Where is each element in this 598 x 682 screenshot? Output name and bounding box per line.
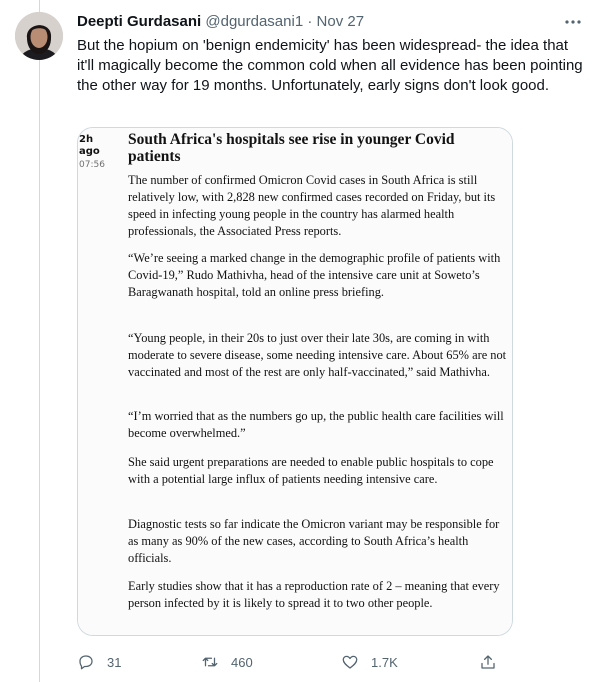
- author-name[interactable]: Deepti Gurdasani: [77, 13, 202, 30]
- article-paragraph: Diagnostic tests so far indicate the Omicron variant may be responsible for as many as 90% of the new cases, according to South Africa’s health officials.: [128, 517, 500, 565]
- time-ago: 2h ago: [79, 134, 100, 157]
- reply-count: 31: [107, 654, 122, 670]
- article-paragraph: “We’re seeing a marked change in the demographic profile of patients with Covid-19,” Rudo Mathivha, head of the intensive care unit at Soweto’s Baragwanath hospital, told an online press briefing.: [128, 251, 501, 299]
- like-button[interactable]: [341, 650, 398, 674]
- tweet-actions: [77, 650, 507, 674]
- article-paragraph: “Young people, in their 20s to just over their late 30s, are coming in with moderate to severe disease, some needing intensive care. About 65% are not vaccinated and most of the rest are only half-vaccinated,” said Mathivha.: [128, 331, 507, 379]
- avatar-photo: [15, 12, 63, 60]
- article-headline: South Africa's hospitals see rise in younger Covid patients: [128, 131, 455, 165]
- reply-button[interactable]: [77, 650, 121, 674]
- more-options-button[interactable]: [562, 12, 584, 32]
- article-paragraph: Early studies show that it has a reproduction rate of 2 – meaning that every person infected by it is likely to spread it to two other people.: [128, 579, 500, 610]
- retweet-button[interactable]: [201, 650, 253, 674]
- tweet-header: [77, 12, 588, 34]
- avatar[interactable]: [15, 12, 63, 60]
- tweet-date[interactable]: Nov 27: [316, 13, 365, 30]
- article-paragraph: “I’m worried that as the numbers go up, the public health care facilities will become overwhelmed.”: [128, 409, 504, 440]
- timestamp-block: [79, 134, 115, 172]
- article-paragraph: The number of confirmed Omicron Covid cases in South Africa is still relatively low, with 2,828 new confirmed cases recorded on Friday, but its speed in infecting young people in the country has alarmed health professionals, the Associated Press reports.: [128, 173, 496, 238]
- attached-image[interactable]: [77, 127, 513, 636]
- article-screenshot: [78, 128, 512, 635]
- more-icon: [562, 12, 584, 32]
- share-icon: [479, 653, 497, 671]
- thread-line: [39, 0, 40, 682]
- clock-time: 07:56: [79, 160, 105, 170]
- retweet-icon: [201, 653, 219, 671]
- like-count: 1.7K: [371, 654, 398, 670]
- separator-dot: ·: [307, 13, 313, 30]
- retweet-count: 460: [231, 654, 253, 670]
- author-handle[interactable]: @dgurdasani1: [205, 13, 304, 30]
- share-button[interactable]: [479, 650, 497, 674]
- heart-icon: [341, 653, 359, 671]
- tweet-text: But the hopium on 'benign endemicity' has been widespread- the idea that it'll magically become the common cold when all evidence has been pointing the other way for 19 months. Unfortunately, early signs don't look good.: [77, 37, 583, 94]
- reply-icon: [77, 653, 95, 671]
- article-paragraph: She said urgent preparations are needed to enable public hospitals to cope with a potential large influx of patients needing intensive care.: [128, 455, 494, 486]
